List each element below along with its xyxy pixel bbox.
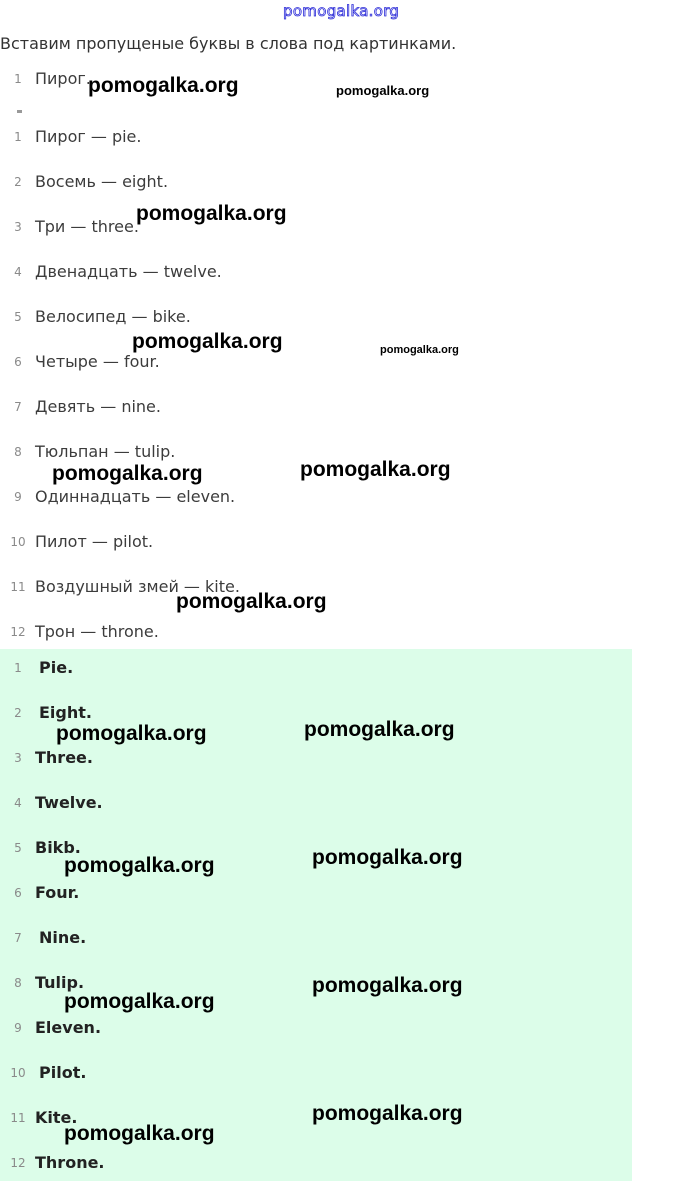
watermark: pomogalka.org [300,458,451,481]
watermark: pomogalka.org [176,590,327,613]
row-text: Восемь — eight. [35,172,169,191]
row-text: Tulip. [35,973,85,992]
row-text: Eleven. [35,1018,102,1037]
watermark: pomogalka.org [88,74,239,97]
row-text: Bikb. [35,838,81,857]
row-number: 1 [14,130,22,144]
row-text: Тюльпан — tulip. [35,442,176,461]
row-number: 9 [14,1021,22,1035]
row-text: Pilot. [39,1063,87,1082]
row-text: Двенадцать — twelve. [35,262,222,281]
row-text: Four. [35,883,80,902]
watermark: pomogalka.org [132,330,283,353]
row-text: Eight. [39,703,92,722]
row-text: Пилот — pilot. [35,532,154,551]
row-number: 8 [14,445,22,459]
watermark: pomogalka.org [336,83,430,98]
row-number: 7 [14,931,22,945]
row-text: Велосипед — bike. [35,307,191,326]
row-text: Twelve. [35,793,103,812]
row-number: 11 [10,580,26,594]
row-text: Three. [35,748,93,767]
row-number: 5 [14,310,22,324]
watermark: pomogalka.org [64,1122,215,1145]
row-text: Пирог — pie. [35,127,142,146]
row-number: 9 [14,490,22,504]
row-number: 10 [10,1066,26,1080]
row-text: Nine. [39,928,87,947]
row-text: Девять — nine. [35,397,161,416]
watermark: pomogalka.org [312,974,463,997]
task-intro: Вставим пропущеные буквы в слова под картинками. [0,34,457,53]
row-number: 4 [14,796,22,810]
row-text: Трон — throne. [35,622,159,641]
clipped-row-number [17,110,22,113]
row-text: Pie. [39,658,74,677]
row-number: 4 [14,265,22,279]
row-text: Четыре — four. [35,352,160,371]
row-number: 1 [14,72,22,86]
row-number: 3 [14,751,22,765]
row-number: 10 [10,535,26,549]
watermark: pomogalka.org [312,1102,463,1125]
watermark: pomogalka.org [64,854,215,877]
row-number: 6 [14,355,22,369]
row-text: Kite. [35,1108,78,1127]
row-text: Три — three. [35,217,139,236]
site-logo[interactable]: pomogalka.org [283,2,400,20]
row-number: 3 [14,220,22,234]
watermark: pomogalka.org [64,990,215,1013]
watermark: pomogalka.org [52,462,203,485]
row-number: 2 [14,706,22,720]
row-number: 11 [10,1111,26,1125]
row-text: Воздушный змей — kite. [35,577,240,596]
row-number: 7 [14,400,22,414]
row-number: 2 [14,175,22,189]
row-number: 1 [14,661,22,675]
row-text: Пирог. [35,69,91,88]
watermark: pomogalka.org [56,722,207,745]
watermark: pomogalka.org [380,344,459,356]
row-number: 12 [10,625,26,639]
row-text: Одиннадцать — eleven. [35,487,236,506]
row-number: 5 [14,841,22,855]
row-text: Throne. [35,1153,105,1172]
row-number: 6 [14,886,22,900]
row-number: 8 [14,976,22,990]
watermark: pomogalka.org [304,718,455,741]
row-number: 12 [10,1156,26,1170]
watermark: pomogalka.org [312,846,463,869]
clipped-row [35,108,47,113]
watermark: pomogalka.org [136,202,287,225]
